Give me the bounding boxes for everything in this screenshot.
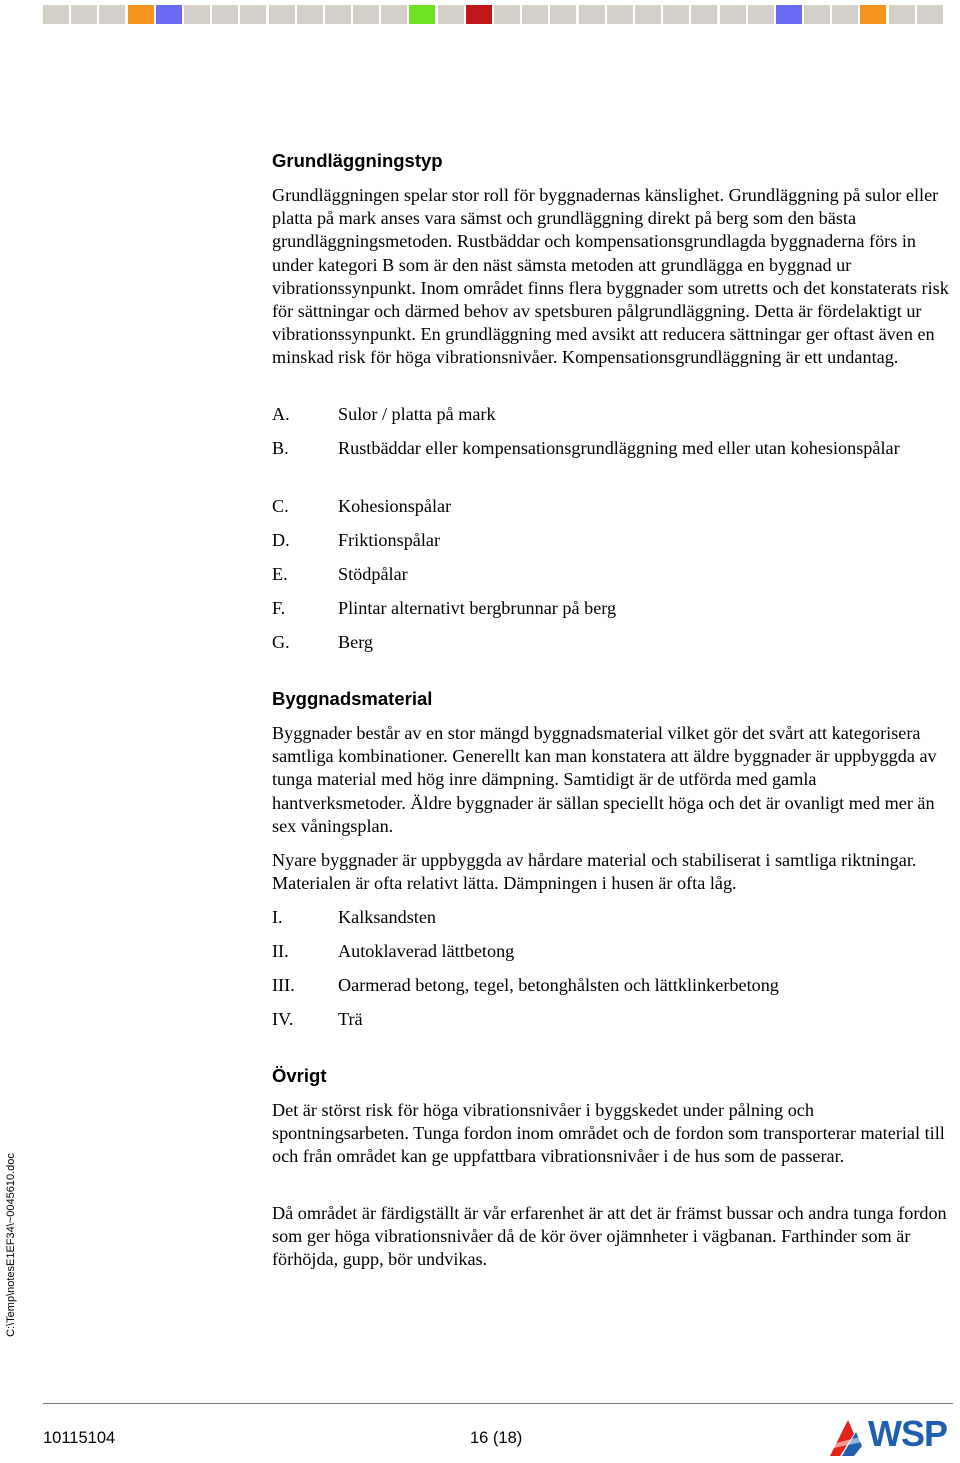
footer-divider xyxy=(43,1403,953,1404)
list-marker: III. xyxy=(272,975,295,995)
list-text: Friktionspålar xyxy=(338,530,441,550)
list-item xyxy=(272,403,952,426)
list-item xyxy=(272,495,952,518)
wsp-logo-text: WSP xyxy=(868,1413,948,1454)
colorbar-segment xyxy=(804,5,830,24)
colorbar-segment xyxy=(776,5,802,24)
colorbar-segment xyxy=(438,5,464,24)
wsp-logo-mark-icon xyxy=(828,1416,868,1460)
colorbar-segment xyxy=(71,5,97,24)
heading-grundlaggningstyp: Grundläggningstyp xyxy=(272,150,443,171)
sidebar-file-path xyxy=(0,1150,17,1340)
list-item xyxy=(272,529,952,552)
paragraph-material-2: Nyare byggnader är uppbyggda av hårdare material och stabiliserat i samtliga riktningar. Materialen är ofta relativt lätta. Dämpningen i husen är ofta låg. xyxy=(272,850,917,894)
colorbar-segment xyxy=(184,5,210,24)
list-item xyxy=(272,631,952,654)
colorbar-segment xyxy=(128,5,154,24)
colorbar-segment xyxy=(297,5,323,24)
colorbar-segment xyxy=(663,5,689,24)
list-marker: A. xyxy=(272,404,290,424)
footer-page-number: 16 (18) xyxy=(470,1429,523,1447)
list-item xyxy=(272,940,952,963)
colorbar-segment xyxy=(269,5,295,24)
heading-ovrigt: Övrigt xyxy=(272,1065,327,1086)
colorbar-segment xyxy=(579,5,605,24)
list-marker: B. xyxy=(272,438,289,458)
list-text: Sulor / platta på mark xyxy=(338,404,496,424)
list-marker: IV. xyxy=(272,1009,294,1029)
colorbar-segment xyxy=(832,5,858,24)
list-item xyxy=(272,563,952,586)
heading-byggnadsmaterial: Byggnadsmaterial xyxy=(272,688,433,709)
header-colorbar xyxy=(43,5,953,24)
colorbar-segment xyxy=(522,5,548,24)
list-text: Kalksandsten xyxy=(338,907,436,927)
list-item xyxy=(272,437,952,460)
paragraph-grundlaggning: Grundläggningen spelar stor roll för byggnadernas känslighet. Grundläggning på sulor eller platta på mark anses vara sämst och grundläggning direkt på berg som den bästa grundläggningsmetoden. Rustbäddar och kompensationsgrundlagda byggnaderna förs in under kategori B som är den näst sämsta metoden att grundlägga en byggnad ur vibrationssynpunkt. Inom området finns flera byggnader som utretts och det konstaterats risk för sättningar och därmed behov av spetsburen pålgrundläggning. Detta är fördelaktigt ur vibrationssynpunkt. En grundläggning med avsikt att reducera sättningar ger oftast även en minskad risk för höga vibrationsnivåer. Kompensationsgrundläggning är ett undantag. xyxy=(272,185,949,368)
list-text: Plintar alternativt bergbrunnar på berg xyxy=(338,598,617,618)
paragraph-material-1: Byggnader består av en stor mängd byggnadsmaterial vilket gör det svårt att kategorisera samtliga kombinationer. Generellt kan man konstatera att äldre byggnader är uppbyggda av tunga material med hög inre dämpning. Samtidigt är de utförda med gamla hantverksmetoder. Äldre byggnader är sällan speciellt höga och det är ovanligt med mer än sex våningsplan. xyxy=(272,723,937,836)
colorbar-segment xyxy=(635,5,661,24)
colorbar-segment xyxy=(409,5,435,24)
colorbar-segment xyxy=(466,5,492,24)
colorbar-segment xyxy=(240,5,266,24)
paragraph-ovrigt-2: Då området är färdigställt är vår erfarenhet är att det är främst bussar och andra tunga fordon som ger höga vibrationsnivåer då de kör över ojämnheter i vägbanan. Farthinder som är förhöjda, gupp, bör undvikas. xyxy=(272,1203,947,1270)
list-text: Autoklaverad lättbetong xyxy=(338,941,515,961)
colorbar-segment xyxy=(43,5,69,24)
list-item xyxy=(272,906,952,929)
colorbar-segment xyxy=(325,5,351,24)
colorbar-segment xyxy=(691,5,717,24)
paragraph-ovrigt-1: Det är störst risk för höga vibrationsnivåer i byggskedet under pålning och spontningsarbeten. Tunga fordon inom området och de fordon som transporterar material till och från området kan ge uppfattbara vibrationsnivåer i de hus som de passerar. xyxy=(272,1100,945,1167)
list-marker: G. xyxy=(272,632,290,652)
list-text: Stödpålar xyxy=(338,564,408,584)
list-marker: E. xyxy=(272,564,288,584)
colorbar-segment xyxy=(212,5,238,24)
list-text: Trä xyxy=(338,1009,363,1029)
colorbar-segment xyxy=(494,5,520,24)
list-item xyxy=(272,974,952,997)
file-path-text: C:\Temp\notesE1EF34\~0045610.doc xyxy=(5,1153,17,1337)
colorbar-segment xyxy=(917,5,943,24)
footer-doc-number: 10115104 xyxy=(43,1429,116,1447)
colorbar-segment xyxy=(889,5,915,24)
list-text: Berg xyxy=(338,632,374,652)
list-text: Oarmerad betong, tegel, betonghålsten och lättklinkerbetong xyxy=(338,975,779,995)
colorbar-segment xyxy=(381,5,407,24)
wsp-logo xyxy=(828,1414,958,1462)
list-item xyxy=(272,1008,952,1031)
list-marker: I. xyxy=(272,907,283,927)
list-marker: C. xyxy=(272,496,289,516)
colorbar-segment xyxy=(860,5,886,24)
colorbar-segment xyxy=(156,5,182,24)
list-text: Rustbäddar eller kompensationsgrundläggning med eller utan kohesionspålar xyxy=(338,438,900,458)
colorbar-segment xyxy=(607,5,633,24)
list-item xyxy=(272,597,952,620)
list-marker: F. xyxy=(272,598,286,618)
list-marker: II. xyxy=(272,941,289,961)
list-marker: D. xyxy=(272,530,290,550)
colorbar-segment xyxy=(99,5,125,24)
colorbar-segment xyxy=(720,5,746,24)
list-text: Kohesionspålar xyxy=(338,496,452,516)
colorbar-segment xyxy=(353,5,379,24)
colorbar-segment xyxy=(748,5,774,24)
colorbar-segment xyxy=(550,5,576,24)
